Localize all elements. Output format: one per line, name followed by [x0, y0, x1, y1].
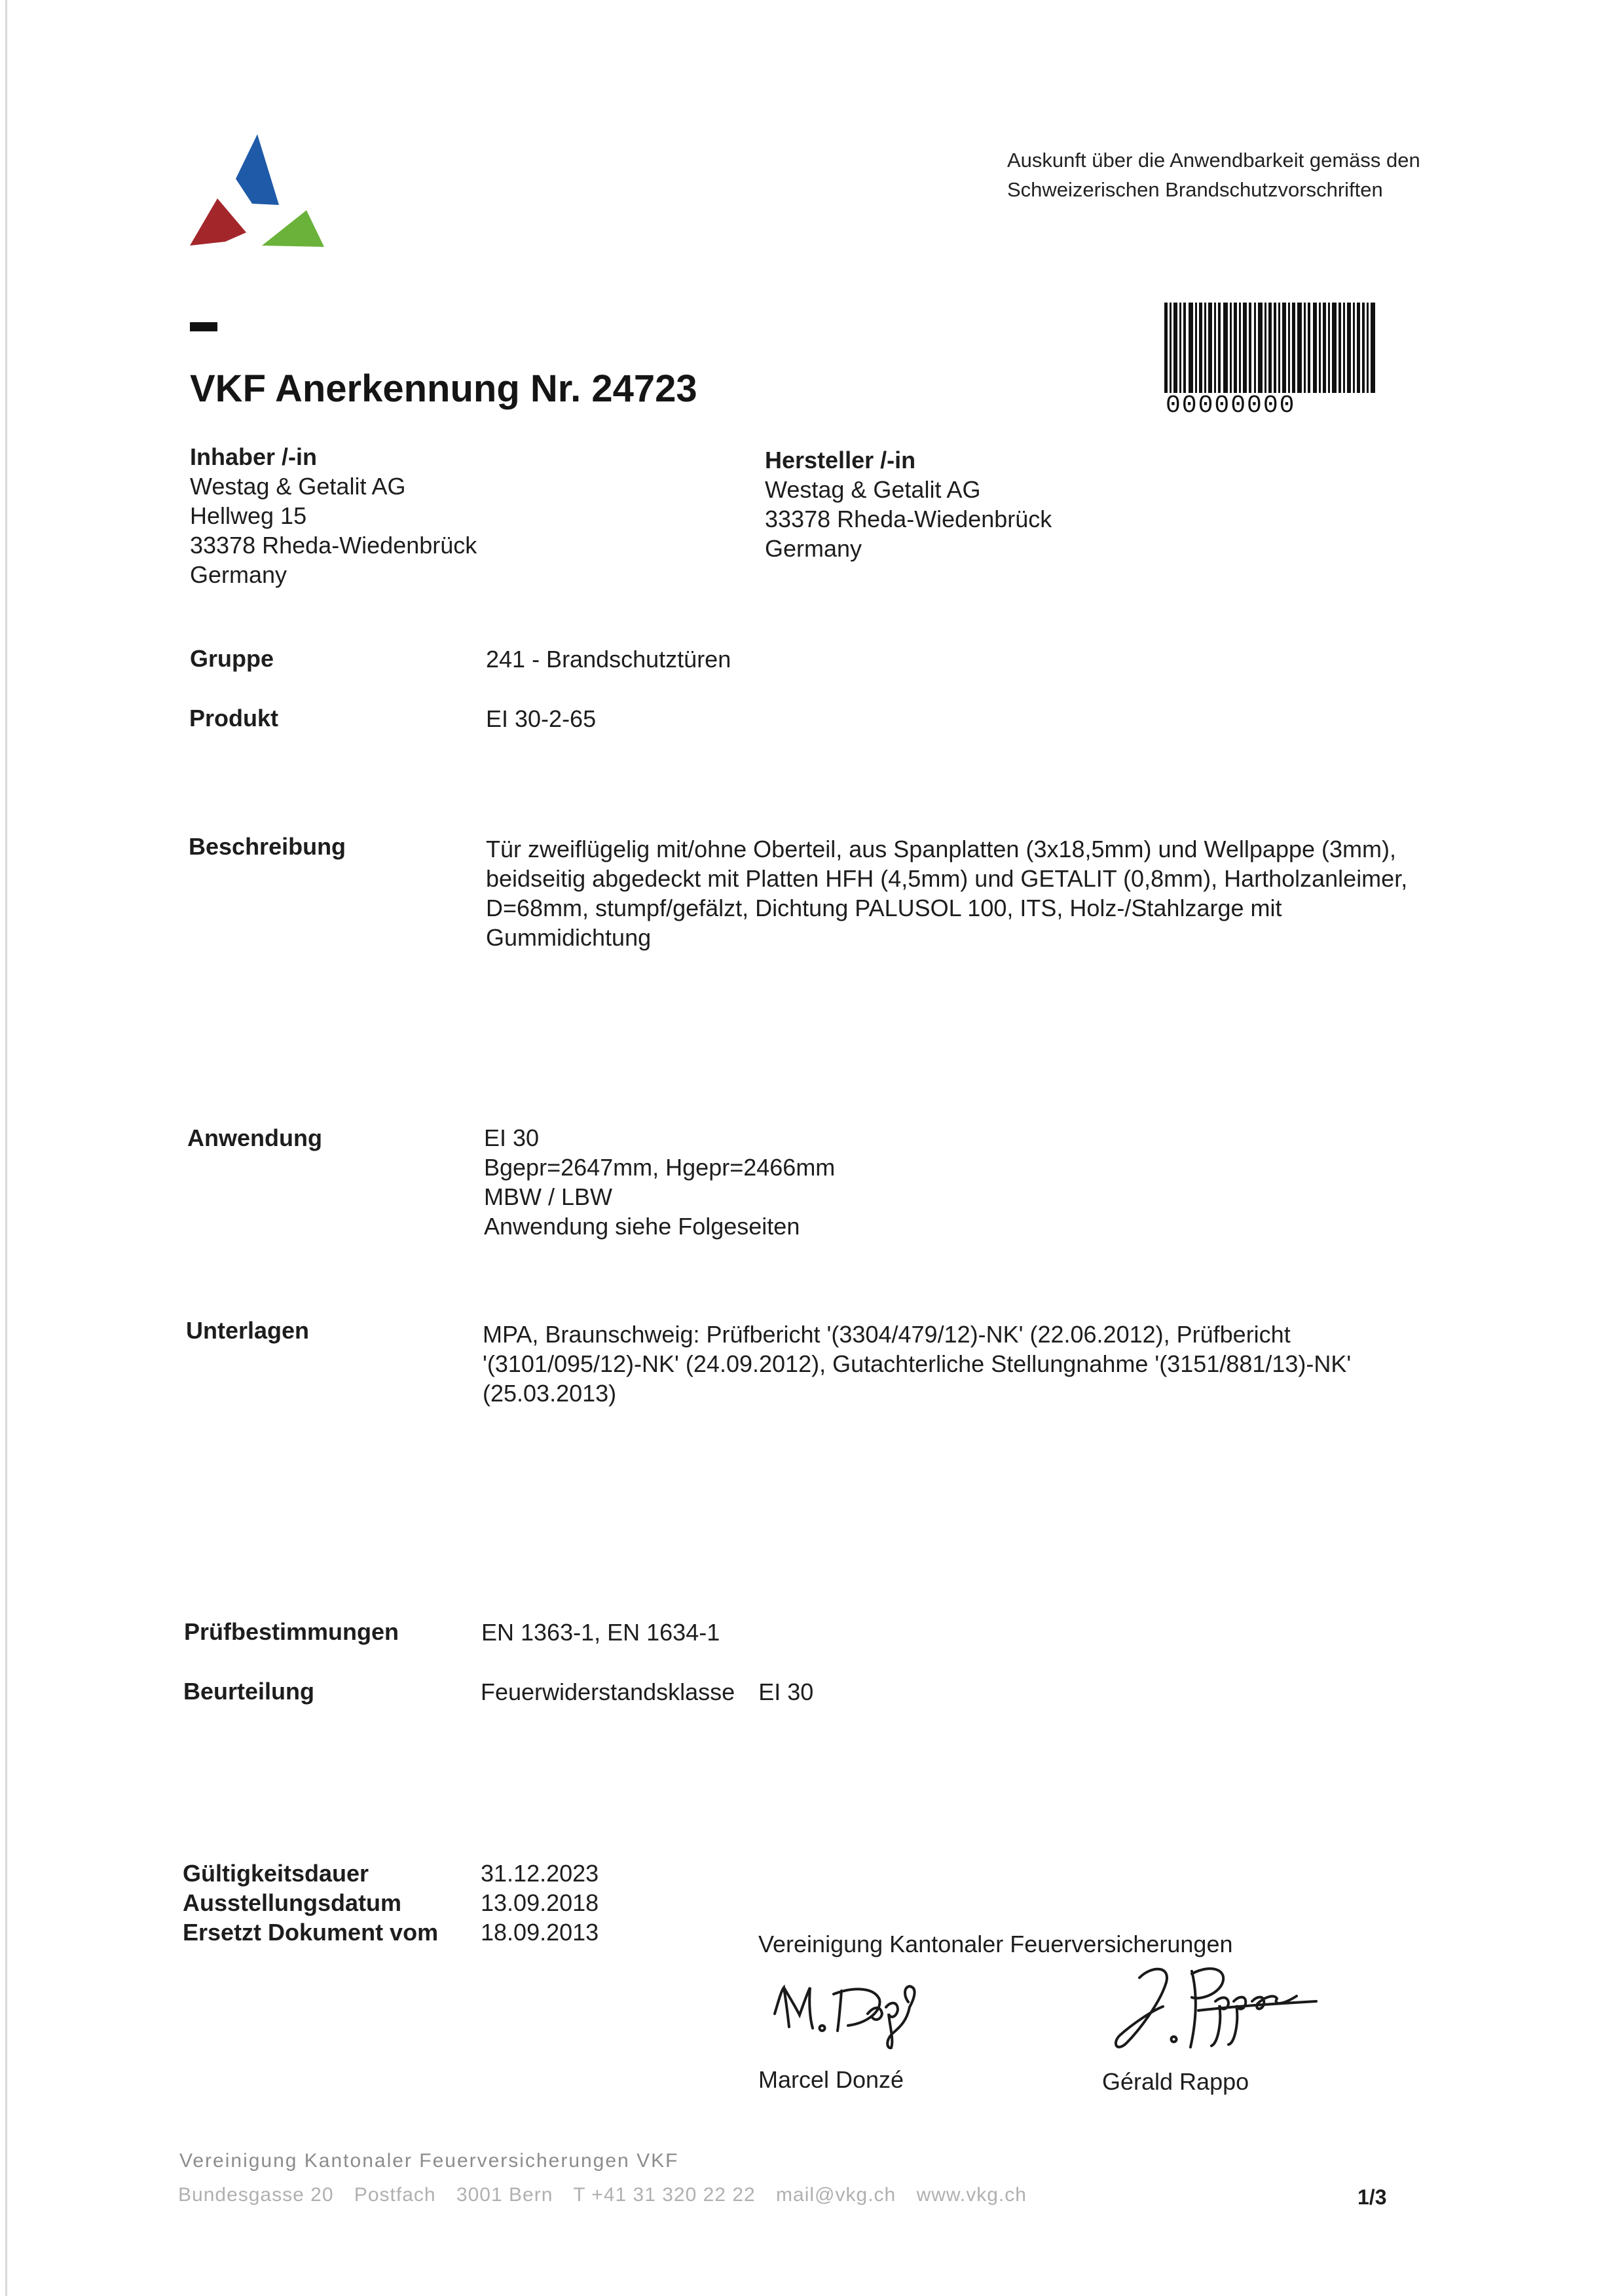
anwendung-line: EI 30 — [484, 1124, 540, 1151]
holder-block — [190, 442, 477, 589]
barcode-number: 00000000 — [1166, 392, 1296, 420]
anwendung-line: Anwendung siehe Folgeseiten — [484, 1213, 800, 1240]
signer-1-name: Marcel Donzé — [758, 2066, 904, 2093]
dates-labels — [183, 1859, 438, 1947]
pruefbestimmungen-value: EN 1363-1, EN 1634-1 — [481, 1619, 720, 1646]
ausstellungsdatum-label: Ausstellungsdatum — [183, 1889, 402, 1916]
title-dash — [190, 322, 217, 331]
header-info — [1007, 145, 1420, 204]
gueltigkeitsdauer-value: 31.12.2023 — [481, 1860, 599, 1887]
beschreibung-value — [486, 834, 1407, 952]
beschreibung-line: Tür zweiflügelig mit/ohne Oberteil, aus Spanplatten (3x18,5mm) und Wellpappe (3mm), — [486, 836, 1396, 862]
footer-organisation: Vereinigung Kantonaler Feuerversicherungen VKF — [179, 2150, 679, 2172]
beurteilung-value — [481, 1677, 813, 1707]
holder-line: Hellweg 15 — [190, 502, 307, 529]
gruppe-label: Gruppe — [190, 645, 274, 672]
logo-blue-triangle — [236, 134, 279, 205]
beschreibung-line: D=68mm, stumpf/gefälzt, Dichtung PALUSOL 100, ITS, Holz-/Stahlzarge mit — [486, 895, 1282, 921]
holder-line: Germany — [190, 561, 287, 588]
dates-values — [481, 1859, 599, 1947]
page-number: 1/3 — [1357, 2185, 1387, 2209]
unterlagen-line: MPA, Braunschweig: Prüfbericht '(3304/479/12)-NK' (22.06.2012), Prüfbericht — [483, 1321, 1291, 1348]
footer-email[interactable]: mail@vkg.ch — [776, 2184, 896, 2206]
unterlagen-label: Unterlagen — [186, 1317, 310, 1344]
anwendung-value — [484, 1123, 835, 1241]
beurteilung-class: EI 30 — [758, 1678, 814, 1705]
logo-green-triangle — [262, 210, 324, 247]
ausstellungsdatum-value: 13.09.2018 — [481, 1889, 599, 1916]
anwendung-line: Bgepr=2647mm, Hgepr=2466mm — [484, 1154, 836, 1181]
produkt-label: Produkt — [189, 705, 279, 731]
signer-2-name: Gérald Rappo — [1102, 2068, 1249, 2095]
ersetzt-label: Ersetzt Dokument vom — [183, 1919, 439, 1946]
manufacturer-block — [765, 445, 1052, 563]
manufacturer-label: Hersteller /-in — [765, 447, 916, 473]
scan-edge-line — [5, 0, 7, 2296]
footer-contact — [178, 2184, 1041, 2206]
barcode — [1164, 303, 1375, 393]
manufacturer-line: Westag & Getalit AG — [765, 476, 981, 503]
manufacturer-line: Germany — [765, 535, 862, 562]
anwendung-line: MBW / LBW — [484, 1183, 612, 1210]
logo-red-triangle — [190, 198, 246, 246]
beurteilung-text: Feuerwiderstandsklasse — [481, 1678, 735, 1705]
manufacturer-line: 33378 Rheda-Wiedenbrück — [765, 506, 1052, 532]
header-info-line-2: Schweizerischen Brandschutzvorschriften — [1007, 178, 1383, 201]
gueltigkeitsdauer-label: Gültigkeitsdauer — [183, 1860, 369, 1887]
signature-donze — [769, 1968, 953, 2053]
unterlagen-line: (25.03.2013) — [483, 1380, 617, 1407]
beschreibung-label: Beschreibung — [189, 833, 346, 860]
unterlagen-value — [483, 1320, 1351, 1408]
signature-rappo — [1100, 1958, 1323, 2056]
footer-address: Bundesgasse 20 — [178, 2184, 334, 2206]
pruefbestimmungen-label: Prüfbestimmungen — [184, 1618, 399, 1645]
beschreibung-line: beidseitig abgedeckt mit Platten HFH (4,5mm) und GETALIT (0,8mm), Hartholzanleimer, — [486, 865, 1408, 892]
anwendung-label: Anwendung — [187, 1124, 322, 1151]
vkf-logo — [190, 134, 331, 259]
beschreibung-line: Gummidichtung — [486, 924, 652, 951]
holder-line: 33378 Rheda-Wiedenbrück — [190, 532, 477, 559]
footer-postbox: Postfach — [354, 2184, 436, 2206]
holder-label: Inhaber /-in — [190, 443, 318, 470]
signature-organisation: Vereinigung Kantonaler Feuerversicherungen — [758, 1931, 1233, 1957]
produkt-value: EI 30-2-65 — [486, 705, 597, 732]
ersetzt-value: 18.09.2013 — [481, 1919, 599, 1946]
holder-line: Westag & Getalit AG — [190, 473, 406, 500]
beurteilung-label: Beurteilung — [183, 1678, 315, 1705]
header-info-line-1: Auskunft über die Anwendbarkeit gemäss den — [1007, 149, 1420, 172]
footer-web[interactable]: www.vkg.ch — [916, 2184, 1027, 2206]
unterlagen-line: '(3101/095/12)-NK' (24.09.2012), Gutachterliche Stellungnahme '(3151/881/13)-NK' — [483, 1350, 1352, 1377]
gruppe-value: 241 - Brandschutztüren — [486, 646, 731, 673]
footer-city: 3001 Bern — [456, 2184, 553, 2206]
footer-phone: T +41 31 320 22 22 — [573, 2184, 756, 2206]
document-title: VKF Anerkennung Nr. 24723 — [190, 367, 697, 410]
